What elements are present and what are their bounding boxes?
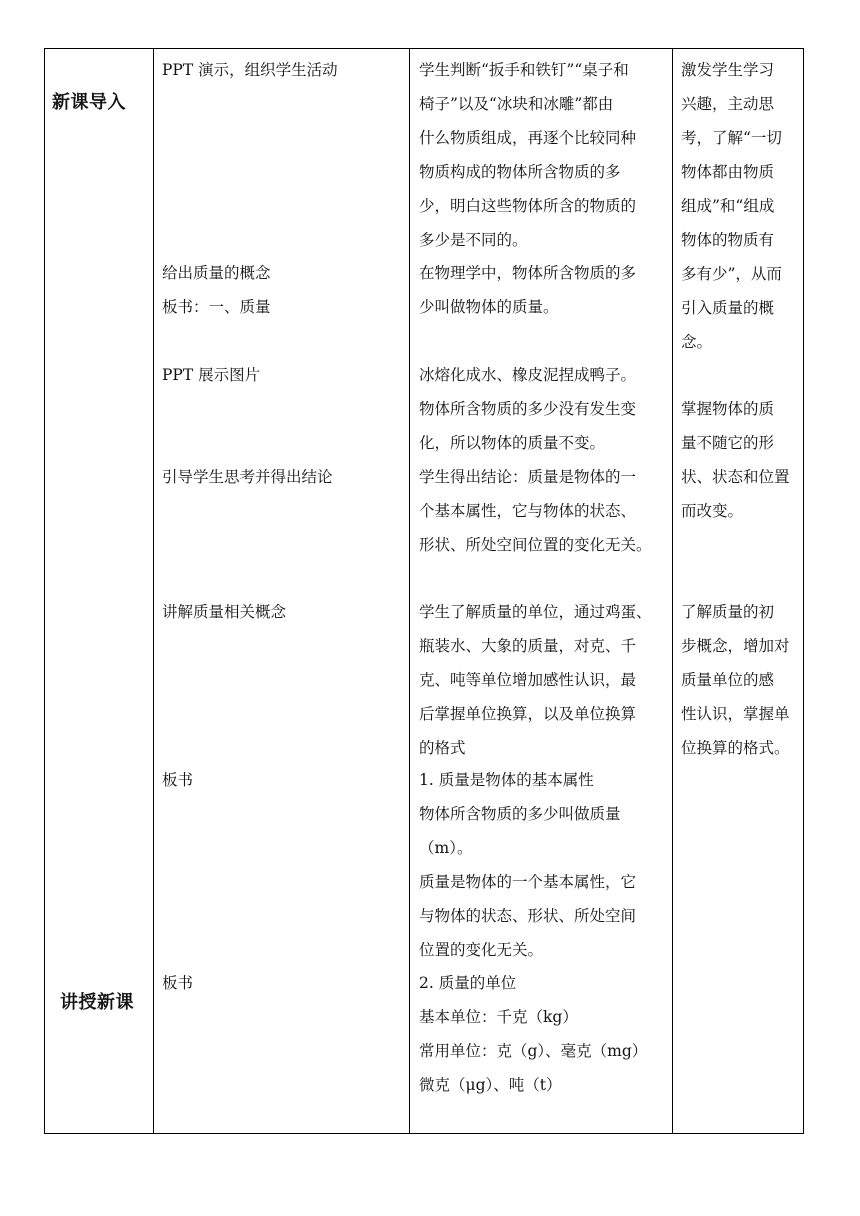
table-border-right — [803, 48, 804, 1134]
design-intent-units: 了解质量的初 步概念，增加对 质量单位的感 性认识，掌握单 位换算的格式。 — [681, 603, 790, 757]
table-border-left — [44, 48, 45, 1134]
design-intent-interest: 激发学生学习 兴趣，主动思 考，了解“一切 物体都由物质 组成”和“组成 物体的物质有 多有少”，从而 引入质量的概 念。 — [681, 61, 782, 351]
column-divider-1 — [153, 48, 154, 1134]
design-intent-invariance: 掌握物体的质 量不随它的形 状、状态和位置 而改变。 — [681, 400, 790, 520]
blackboard-note-basic-property: 1. 质量是物体的基本属性 物体所含物质的多少叫做质量 （m）。 质量是物体的一个基本属性，它 与物体的状态、形状、所处空间 位置的变化无关。 — [419, 771, 637, 959]
teacher-activity-ppt-demo: PPT 演示，组织学生活动 — [162, 61, 338, 79]
table-top-border — [44, 48, 804, 49]
student-activity-mass-units: 学生了解质量的单位，通过鸡蛋、 瓶装水、大象的质量，对克、千 克、吨等单位增加感性认识，最 后掌握单位换算，以及单位换算 的格式 — [419, 603, 652, 757]
teacher-activity-blackboard-1: 板书 — [162, 771, 194, 789]
teacher-activity-guide-conclusion: 引导学生思考并得出结论 — [162, 468, 333, 486]
column-divider-3 — [672, 48, 673, 1134]
student-activity-judge-materials: 学生判断“扳手和铁钉”“桌子和 椅子”以及“冰块和冰雕”都由 什么物质组成，再逐个比较同种 物质构成的物体所含物质的多 少，明白这些物体所含的物质的 多少是不同的。 — [419, 61, 637, 249]
section-label-intro: 新课导入 — [52, 92, 126, 113]
teacher-activity-blackboard-2: 板书 — [162, 974, 194, 992]
table-bottom-border — [44, 1133, 804, 1134]
blackboard-note-mass-units: 2. 质量的单位 基本单位：千克（kg） 常用单位：克（g）、毫克（mg） 微克（μg）、吨（t） — [419, 974, 648, 1094]
student-activity-mass-definition: 在物理学中，物体所含物质的多 少叫做物体的质量。 — [419, 264, 637, 316]
teacher-activity-mass-concept: 给出质量的概念 板书：一、质量 — [162, 264, 271, 316]
student-activity-conclusion: 学生得出结论：质量是物体的一 个基本属性，它与物体的状态、 形状、所处空间位置的变化无关。 — [419, 468, 652, 554]
section-label-teach: 讲授新课 — [60, 992, 134, 1013]
student-activity-ice-melting: 冰熔化成水、橡皮泥捏成鸭子。 物体所含物质的多少没有发生变 化，所以物体的质量不变。 — [419, 366, 637, 452]
column-divider-2 — [409, 48, 410, 1134]
teacher-activity-ppt-images: PPT 展示图片 — [162, 366, 261, 384]
teacher-activity-explain-concepts: 讲解质量相关概念 — [162, 603, 287, 621]
